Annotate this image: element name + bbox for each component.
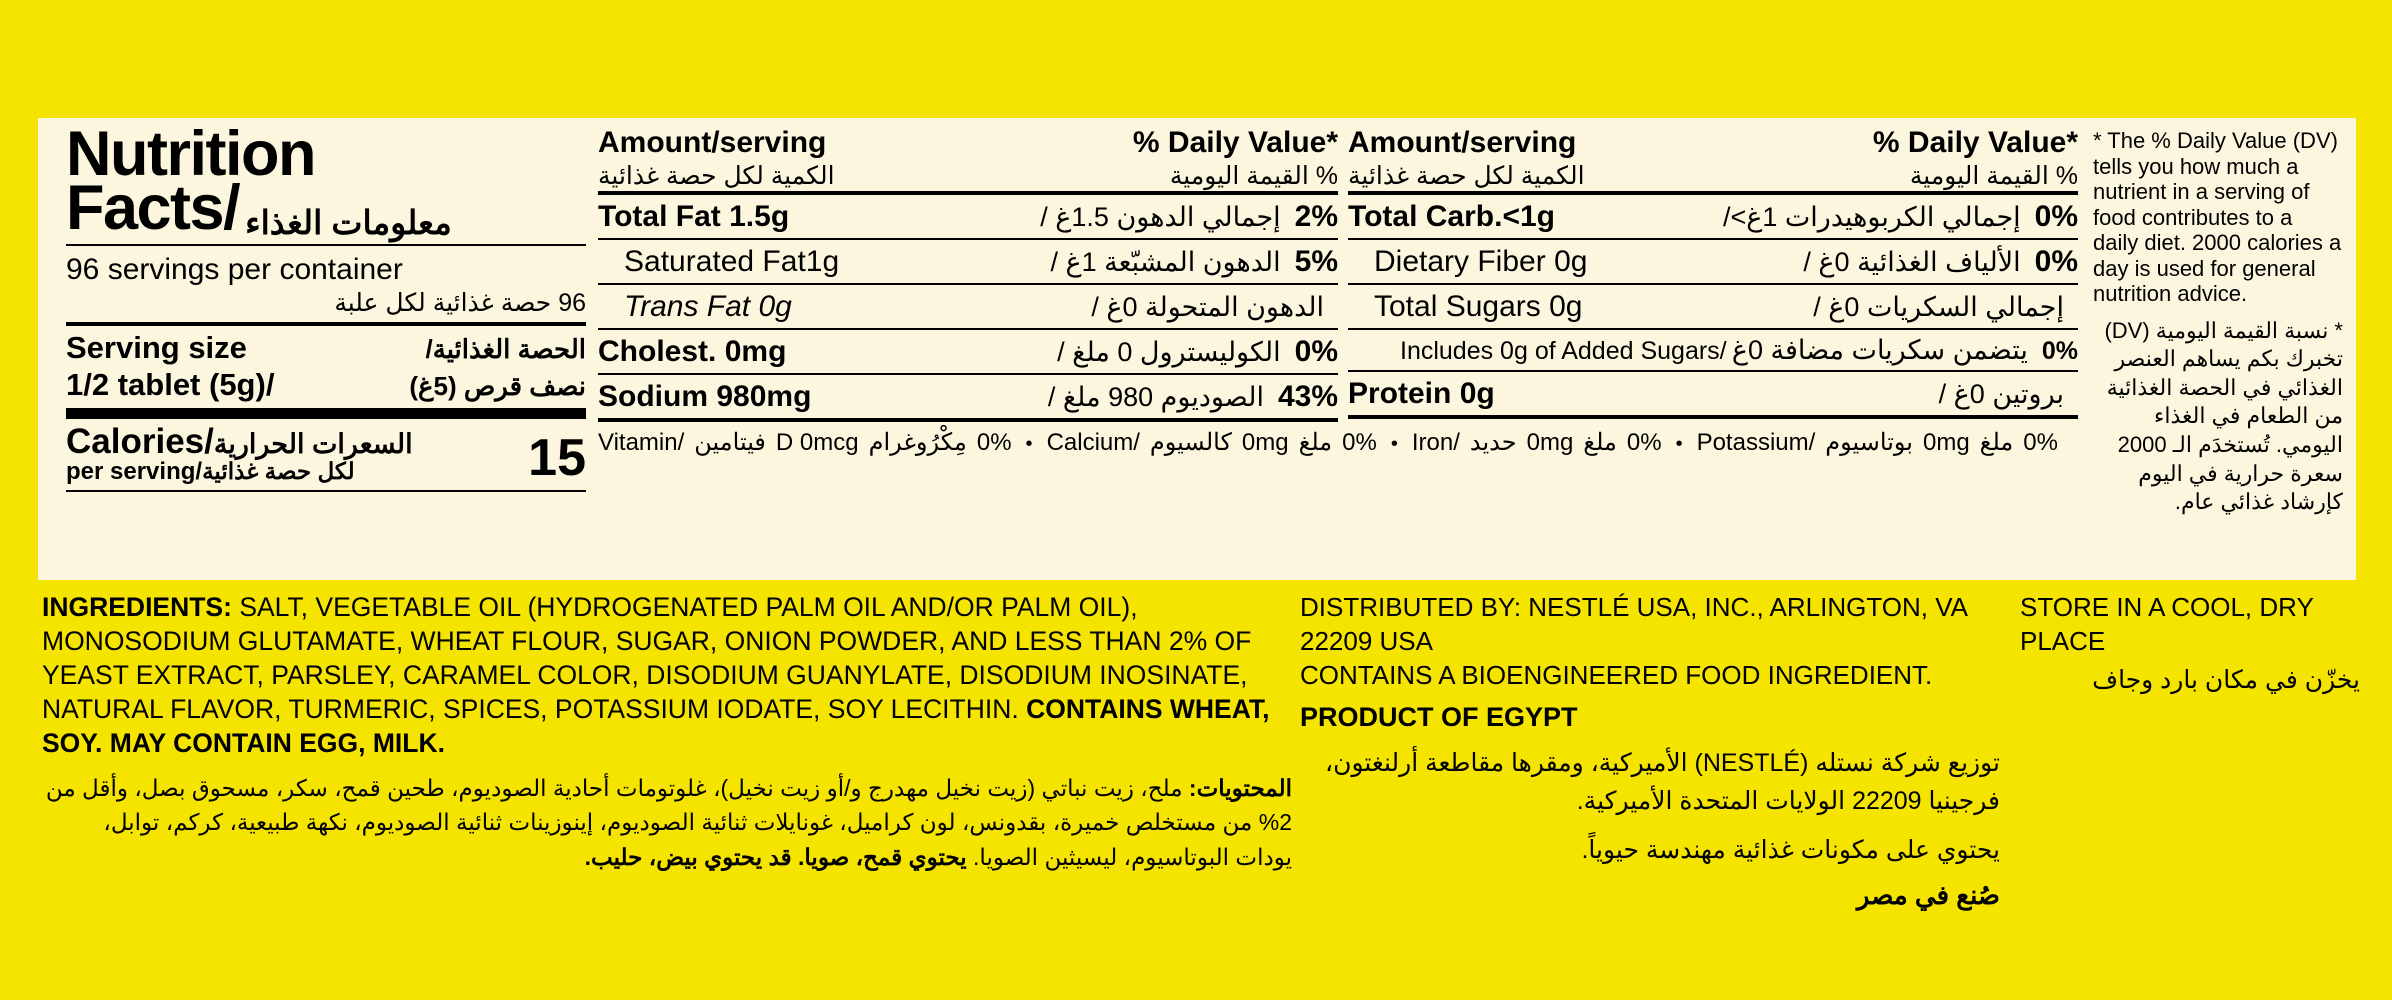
total-fat-dv: 2% [1294,200,1338,233]
iron-value-ar: ملغ [1583,429,1617,456]
nutrition-facts-title-line2: Facts/ [66,172,240,243]
protein-label-ar: بروتين 0غ / [1938,379,2064,409]
vitamin-d-value: D 0mcg [775,429,859,456]
nutrient-row-protein [1348,372,2078,415]
calories-sub-en: per serving/ [66,457,203,485]
total-fat-label: Total Fat [598,200,721,233]
total-carb-value: <1g [1502,200,1555,233]
calcium-label: Calcium/ [1046,429,1140,456]
total-sugars-label-ar: إجمالي السكريات 0غ / [1813,292,2064,322]
vitamin-d-label: Vitamin/ [598,429,685,456]
trans-fat-value: 0g [758,290,792,323]
servings-per-container-ar: 96 حصة غذائية لكل علبة [334,288,586,317]
divider [1348,415,2078,419]
added-sugars-label-ar: يتضمن سكريات مضافة 0غ [1731,335,2028,365]
daily-value-header-en-2: % Daily Value* [1872,126,2078,159]
bullet-separator-icon: • [1390,433,1398,455]
storage-instruction-ar: يخزّن في مكان بارد وجاف [2092,665,2360,694]
total-carb-label-ar: إجمالي الكربوهيدرات 1غ>/ [1722,202,2021,232]
label-bottom-section [0,585,2392,1000]
daily-value-footnote [2093,128,2343,568]
calories-sub-ar: لكل حصة غذائية [202,457,355,484]
amount-per-serving-ar: الكمية لكل حصة غذائية [598,162,835,190]
ingredients-allergen-ar: يحتوي قمح، صويا. قد يحتوي بيض، حليب. [584,843,967,870]
ingredients-text-ar: ملح، زيت نباتي (زيت نخيل مهدرج و/أو زيت نخيل)، غلوتومات أحادية الصوديوم، طحين قمح، سكر، مسحوق بصل، وأقل من 2% من مستخلص خميرة، بقدونس، لون كراميل، غونايلات ثنائية الصوديوم، إينوزينات ثنائية الصوديوم، نكهة طبيعية، كركم، توابل، يودات البوتاسيوم، ليسيثين الصويا. [45,774,1292,870]
amount-serving-header-row [598,126,1338,160]
dietary-fiber-value: 0g [1554,245,1588,278]
amount-serving-header-row-2 [1348,126,2078,160]
nutrient-row-added-sugars [1348,330,2078,370]
amount-per-serving-en-2: Amount/serving [1348,126,1577,159]
calcium-dv: 0% [1342,429,1377,456]
potassium-dv: 0% [2023,429,2058,456]
nutrients-column-right [1348,126,2078,566]
nutrition-facts-title-arabic: معلومات الغذاء [245,203,452,241]
amount-serving-header-row-ar [598,161,1338,191]
daily-value-footnote-en: * The % Daily Value (DV) tells you how much a nutrient in a serving of food contributes to a daily diet. 2000 calories a day is used for general nutrition advice. [2093,128,2342,307]
iron-label: Iron/ [1411,429,1460,456]
cholesterol-label-ar: الكوليسترول 0 ملغ / [1057,337,1281,367]
total-sugars-value: 0g [1549,290,1583,323]
nutrient-row-total-sugars [1348,285,2078,328]
vitamin-d-value-ar: مِكْرُوغرام [868,429,967,456]
amount-serving-header-row-ar-2 [1348,161,2078,191]
serving-size-row [66,330,586,366]
servings-per-container-en: 96 servings per container [66,252,403,286]
iron-value: 0mg [1526,429,1574,456]
ingredients-allergen-en: CONTAINS WHEAT, SOY. MAY CONTAIN EGG, MILK. [42,693,1270,758]
daily-value-header-ar: % القيمة اليومية [1169,162,1338,190]
vitamin-d-label-ar: فيتامين [694,429,766,456]
cholesterol-dv: 0% [1294,335,1338,368]
calories-label-ar: السعرات الحرارية [213,428,413,459]
nutrient-row-sodium [598,375,1338,418]
servings-per-container-row [66,250,586,287]
daily-value-footnote-ar: * نسبة القيمة اليومية (DV) تخبرك بكم يساهم العنصر الغذائي في الحصة الغذائية من الطعام في الغذاء اليومي. تُستخدَم الـ 2000 سعرة حرارية في اليوم كإرشاد غذائي عام. [2104,317,2343,515]
saturated-fat-dv: 5% [1294,245,1338,278]
divider [66,244,586,246]
daily-value-header-ar-2: % القيمة اليومية [1909,162,2078,190]
saturated-fat-value: 1g [805,245,840,278]
daily-value-header-en: % Daily Value* [1132,126,1338,159]
calories-label-en: Calories/ [66,421,214,461]
serving-size-label-ar: الحصة الغذائية/ [425,333,586,364]
distributor-line-2-ar: يحتوي على مكونات غذائية مهندسة حيوياً. [1581,836,2000,865]
total-sugars-label: Total Sugars [1374,290,1541,323]
cholesterol-value: 0mg [724,335,787,368]
added-sugars-dv: 0% [2041,337,2078,365]
dietary-fiber-label: Dietary Fiber [1374,245,1546,278]
nutrition-facts-panel [38,118,2356,580]
calories-row [66,421,586,487]
added-sugars-label: Includes 0g of Added Sugars/ [1400,337,1727,365]
ingredients-block [42,591,1292,874]
calories-value: 15 [528,428,586,487]
cholesterol-label: Cholest. [598,335,717,368]
nutrient-row-cholesterol [598,330,1338,373]
nutrition-facts-summary-column [66,119,586,566]
divider-thick [66,408,586,419]
ingredients-heading-ar: المحتويات: [1188,774,1292,801]
divider [66,322,586,326]
saturated-fat-label: Saturated Fat [624,245,806,278]
serving-size-value-ar: نصف قرص (5غ) [409,370,586,401]
ingredients-en [42,591,1292,761]
sodium-label: Sodium [598,380,708,413]
nutrition-facts-title-line1: Nutrition [66,119,315,189]
divider [66,490,586,492]
distributor-line-1-ar: توزيع شركة نستله (NESTLÉ) الأميركية، ومقرها مقاطعة أرلنغتون، فرجينيا 22209 الولايات المتحدة الأميركية. [1325,749,2000,815]
iron-label-ar: حديد [1469,429,1517,456]
potassium-value-ar: ملغ [1979,429,2014,456]
potassium-value: 0mg [1922,429,1970,456]
amount-per-serving-en: Amount/serving [598,126,827,159]
storage-instruction-en: STORE IN A COOL, DRY PLACE [2020,592,2314,656]
nutrient-row-total-fat [598,195,1338,238]
protein-value: 0g [1459,377,1495,410]
distributor-block [1300,591,2000,911]
sodium-label-ar: الصوديوم 980 ملغ / [1047,382,1264,412]
calcium-label-ar: كالسيوم [1149,429,1232,456]
sodium-value: 980mg [716,380,812,413]
bullet-separator-icon: • [1675,433,1683,455]
serving-size-label-en: Serving size [66,329,247,365]
calcium-value: 0mg [1241,429,1289,456]
amount-per-serving-ar-2: الكمية لكل حصة غذائية [1348,162,1585,190]
distributor-line-1: DISTRIBUTED BY: NESTLÉ USA, INC., ARLINGTON, VA 22209 USA [1300,592,1967,656]
dietary-fiber-label-ar: الألياف الغذائية 0غ / [1803,247,2021,277]
vitamin-d-dv: 0% [976,429,1012,456]
ingredients-heading-en: INGREDIENTS: [42,592,232,622]
product-of-en: PRODUCT OF EGYPT [1300,702,1578,733]
vitamins-row-left [598,422,2058,457]
product-of-ar: صُنع في مصر [1856,879,2000,910]
nutrition-facts-title [66,119,586,243]
total-carb-label: Total Carb. [1348,200,1503,233]
nutrient-row-trans-fat [598,285,1338,328]
nutrient-row-dietary-fiber [1348,240,2078,283]
bullet-separator-icon: • [1025,433,1033,455]
saturated-fat-label-ar: الدهون المشبّعة 1غ / [1050,247,1281,277]
nutrient-row-saturated-fat [598,240,1338,283]
trans-fat-label-ar: الدهون المتحولة 0غ / [1091,292,1324,322]
dietary-fiber-dv: 0% [2034,245,2078,278]
nutrient-row-total-carb [1348,195,2078,238]
serving-size-value-en: 1/2 tablet (5g)/ [66,366,275,402]
total-fat-label-ar: إجمالي الدهون 1.5غ / [1040,202,1281,232]
sodium-dv: 43% [1277,380,1338,413]
ingredients-text-en: SALT, VEGETABLE OIL (HYDROGENATED PALM OIL AND/OR PALM OIL), MONOSODIUM GLUTAMATE, WHEAT FLOUR, SUGAR, ONION POWDER, AND LESS THAN 2% OF YEAST EXTRACT, PARSLEY, CARAMEL COLOR, DISODIUM GUANYLATE, DISODIUM INOSINATE, NATURAL FLAVOR, TURMERIC, SPICES, POTASSIUM IODATE, SOY LECITHIN. [42,592,1252,724]
distributor-line-2: CONTAINS A BIOENGINEERED FOOD INGREDIENT. [1300,659,1933,690]
total-fat-value: 1.5g [729,200,790,233]
total-carb-dv: 0% [2034,200,2078,233]
calcium-value-ar: ملغ [1298,429,1333,456]
serving-size-value-row [66,367,586,403]
potassium-label: Potassium/ [1696,429,1816,456]
storage-block [2020,591,2360,695]
potassium-label-ar: بوتاسيوم [1825,429,1913,456]
protein-label: Protein [1348,377,1452,410]
trans-fat-label: Trans Fat [624,290,751,323]
ingredients-ar [42,771,1292,875]
iron-dv: 0% [1626,429,1662,456]
